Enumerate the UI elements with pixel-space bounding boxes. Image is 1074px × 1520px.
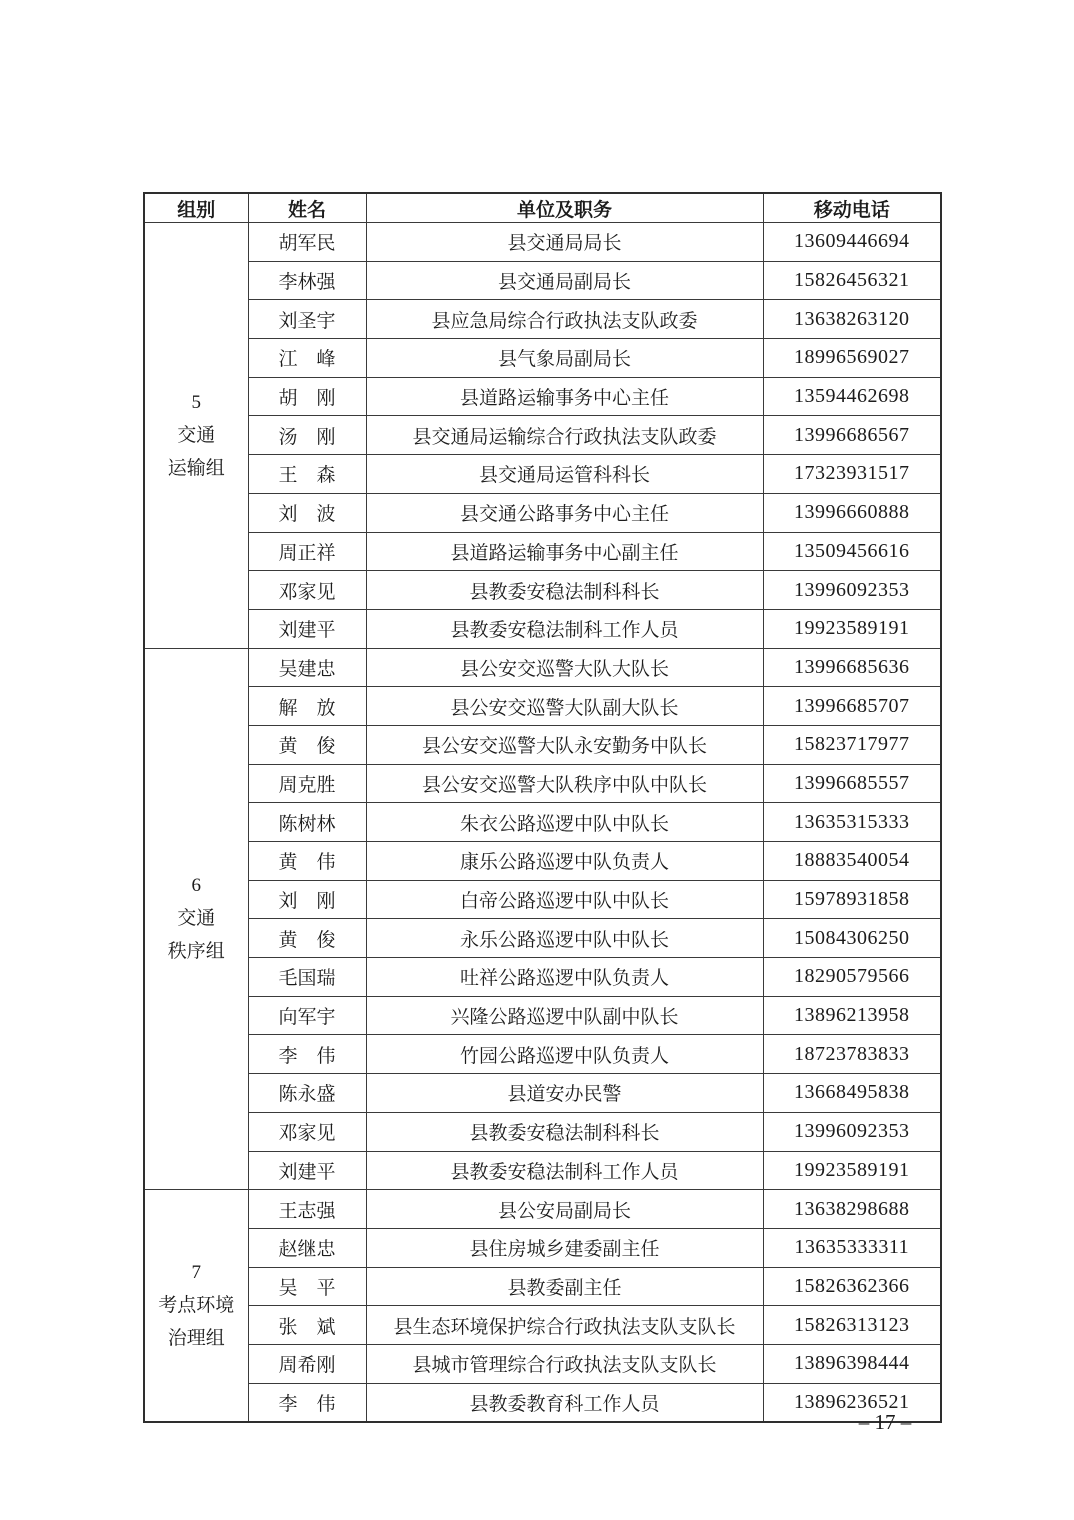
table-row <box>144 532 941 571</box>
name-cell: 胡 刚 <box>248 377 366 416</box>
table-row <box>144 416 941 455</box>
phone-cell: 17323931517 <box>763 455 941 494</box>
position-cell: 县教委教育科工作人员 <box>366 1383 763 1422</box>
table-row <box>144 1151 941 1190</box>
table-row <box>144 377 941 416</box>
position-cell: 吐祥公路巡逻中队负责人 <box>366 958 763 997</box>
table-row <box>144 648 941 687</box>
phone-cell: 18996569027 <box>763 339 941 378</box>
page-number: – 17 – <box>858 1410 912 1434</box>
name-cell: 刘圣宇 <box>248 300 366 339</box>
phone-cell: 13996685707 <box>763 687 941 726</box>
phone-cell: 18723783833 <box>763 1035 941 1074</box>
table-row <box>144 687 941 726</box>
table-row <box>144 609 941 648</box>
table-row <box>144 300 941 339</box>
name-cell: 江 峰 <box>248 339 366 378</box>
phone-cell: 13996685557 <box>763 764 941 803</box>
position-cell: 县公安局副局长 <box>366 1190 763 1229</box>
name-cell: 赵继忠 <box>248 1228 366 1267</box>
name-cell: 陈永盛 <box>248 1074 366 1113</box>
table-row <box>144 725 941 764</box>
name-cell: 刘 波 <box>248 493 366 532</box>
position-cell: 永乐公路巡逻中队中队长 <box>366 919 763 958</box>
table-row <box>144 339 941 378</box>
name-cell: 刘 刚 <box>248 880 366 919</box>
position-cell: 县公安交巡警大队副大队长 <box>366 687 763 726</box>
group-label-line: 7 <box>191 1262 201 1284</box>
group-label-line: 秩序组 <box>167 941 225 963</box>
name-cell: 黄 伟 <box>248 842 366 881</box>
table-row <box>144 996 941 1035</box>
contact-table <box>143 192 942 1423</box>
position-cell: 县应急局综合行政执法支队政委 <box>366 300 763 339</box>
position-cell: 县公安交巡警大队永安勤务中队长 <box>366 725 763 764</box>
position-cell: 县交通局运输综合行政执法支队政委 <box>366 416 763 455</box>
name-cell: 吴 平 <box>248 1267 366 1306</box>
group-label-line: 治理组 <box>167 1328 225 1350</box>
table-row <box>144 571 941 610</box>
table-row <box>144 803 941 842</box>
header-cell-position: 单位及职务 <box>366 193 763 223</box>
name-cell: 向军宇 <box>248 996 366 1035</box>
group-label-line: 6 <box>191 875 201 897</box>
group-label-line: 运输组 <box>167 457 225 479</box>
table-row <box>144 764 941 803</box>
table-header-row <box>144 193 941 223</box>
header-cell-group: 组别 <box>144 193 248 223</box>
name-cell: 李林强 <box>248 261 366 300</box>
table-row <box>144 842 941 881</box>
phone-cell: 15826362366 <box>763 1267 941 1306</box>
table-row <box>144 1074 941 1113</box>
phone-cell: 15826313123 <box>763 1306 941 1345</box>
position-cell: 白帝公路巡逻中队中队长 <box>366 880 763 919</box>
position-cell: 县交通局副局长 <box>366 261 763 300</box>
name-cell: 张 斌 <box>248 1306 366 1345</box>
name-cell: 毛国瑞 <box>248 958 366 997</box>
name-cell: 胡军民 <box>248 223 366 262</box>
name-cell: 解 放 <box>248 687 366 726</box>
position-cell: 县教委安稳法制科科长 <box>366 571 763 610</box>
name-cell: 王 森 <box>248 455 366 494</box>
position-cell: 县气象局副局长 <box>366 339 763 378</box>
phone-cell: 15978931858 <box>763 880 941 919</box>
name-cell: 刘建平 <box>248 609 366 648</box>
position-cell: 县交通公路事务中心主任 <box>366 493 763 532</box>
position-cell: 县教委副主任 <box>366 1267 763 1306</box>
table-row <box>144 455 941 494</box>
position-cell: 县教委安稳法制科工作人员 <box>366 609 763 648</box>
phone-cell: 19923589191 <box>763 609 941 648</box>
group-label-line: 5 <box>191 391 201 413</box>
position-cell: 县交通局局长 <box>366 223 763 262</box>
table-row <box>144 958 941 997</box>
group-cell <box>144 223 248 649</box>
name-cell: 汤 刚 <box>248 416 366 455</box>
header-cell-name: 姓名 <box>248 193 366 223</box>
position-cell: 兴隆公路巡逻中队副中队长 <box>366 996 763 1035</box>
name-cell: 吴建忠 <box>248 648 366 687</box>
position-cell: 县道路运输事务中心主任 <box>366 377 763 416</box>
phone-cell: 13594462698 <box>763 377 941 416</box>
table-row <box>144 919 941 958</box>
table-row <box>144 1035 941 1074</box>
position-cell: 县道安办民警 <box>366 1074 763 1113</box>
name-cell: 黄 俊 <box>248 725 366 764</box>
table-row <box>144 493 941 532</box>
table-row <box>144 1112 941 1151</box>
table-row <box>144 1228 941 1267</box>
group-label-line: 考点环境 <box>158 1295 235 1317</box>
phone-cell: 18290579566 <box>763 958 941 997</box>
phone-cell: 15826456321 <box>763 261 941 300</box>
position-cell: 县城市管理综合行政执法支队支队长 <box>366 1344 763 1383</box>
phone-cell: 13635315333 <box>763 803 941 842</box>
phone-cell: 13996685636 <box>763 648 941 687</box>
table-row <box>144 880 941 919</box>
name-cell: 周希刚 <box>248 1344 366 1383</box>
position-cell: 县道路运输事务中心副主任 <box>366 532 763 571</box>
position-cell: 竹园公路巡逻中队负责人 <box>366 1035 763 1074</box>
group-label-line: 交通 <box>177 424 216 446</box>
position-cell: 康乐公路巡逻中队负责人 <box>366 842 763 881</box>
table-row <box>144 1306 941 1345</box>
name-cell: 邓家见 <box>248 571 366 610</box>
phone-cell: 13635333311 <box>763 1228 941 1267</box>
position-cell: 县交通局运管科科长 <box>366 455 763 494</box>
header-cell-phone: 移动电话 <box>763 193 941 223</box>
position-cell: 县教委安稳法制科工作人员 <box>366 1151 763 1190</box>
name-cell: 邓家见 <box>248 1112 366 1151</box>
phone-cell: 13638263120 <box>763 300 941 339</box>
name-cell: 王志强 <box>248 1190 366 1229</box>
position-cell: 县公安交巡警大队秩序中队中队长 <box>366 764 763 803</box>
name-cell: 周正祥 <box>248 532 366 571</box>
table-row <box>144 223 941 262</box>
table-row <box>144 261 941 300</box>
table-row <box>144 1383 941 1422</box>
phone-cell: 13996092353 <box>763 571 941 610</box>
name-cell: 李 伟 <box>248 1383 366 1422</box>
position-cell: 县教委安稳法制科科长 <box>366 1112 763 1151</box>
phone-cell: 15823717977 <box>763 725 941 764</box>
table-row <box>144 1344 941 1383</box>
phone-cell: 15084306250 <box>763 919 941 958</box>
group-label-line: 交通 <box>177 908 216 930</box>
phone-cell: 13609446694 <box>763 223 941 262</box>
group-cell <box>144 1190 248 1423</box>
phone-cell: 13996686567 <box>763 416 941 455</box>
phone-cell: 13896213958 <box>763 996 941 1035</box>
group-cell <box>144 648 248 1190</box>
phone-cell: 13996092353 <box>763 1112 941 1151</box>
table-row <box>144 1267 941 1306</box>
name-cell: 李 伟 <box>248 1035 366 1074</box>
table-row <box>144 1190 941 1229</box>
phone-cell: 13996660888 <box>763 493 941 532</box>
name-cell: 陈树林 <box>248 803 366 842</box>
position-cell: 县住房城乡建委副主任 <box>366 1228 763 1267</box>
phone-cell: 13668495838 <box>763 1074 941 1113</box>
name-cell: 刘建平 <box>248 1151 366 1190</box>
position-cell: 县生态环境保护综合行政执法支队支队长 <box>366 1306 763 1345</box>
phone-cell: 18883540054 <box>763 842 941 881</box>
name-cell: 周克胜 <box>248 764 366 803</box>
name-cell: 黄 俊 <box>248 919 366 958</box>
phone-cell: 13638298688 <box>763 1190 941 1229</box>
phone-cell: 19923589191 <box>763 1151 941 1190</box>
phone-cell: 13896236521 <box>763 1383 941 1422</box>
phone-cell: 13896398444 <box>763 1344 941 1383</box>
phone-cell: 13509456616 <box>763 532 941 571</box>
position-cell: 县公安交巡警大队大队长 <box>366 648 763 687</box>
position-cell: 朱衣公路巡逻中队中队长 <box>366 803 763 842</box>
